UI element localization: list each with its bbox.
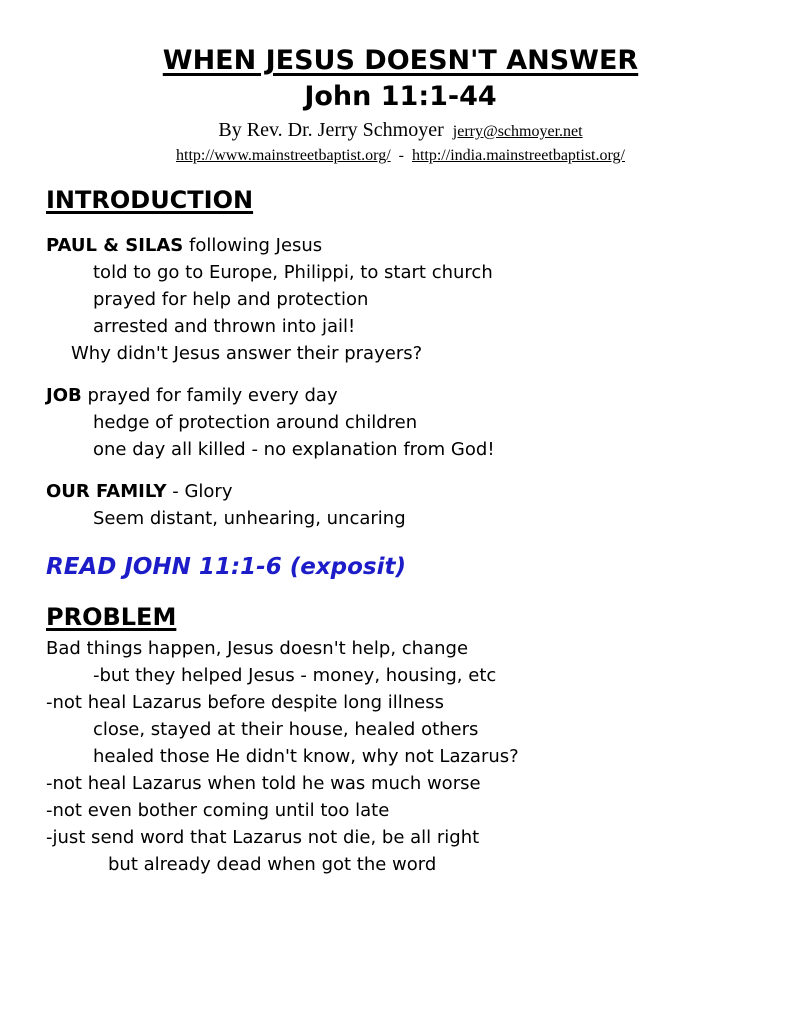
problem-line: -not even bother coming until too late xyxy=(46,800,390,821)
paul-silas-detail-line: prayed for help and protection xyxy=(93,289,369,310)
problem-section xyxy=(46,602,755,878)
our-family-keyword: OUR FAMILY xyxy=(46,481,167,502)
job-paragraph xyxy=(46,382,755,463)
problem-line: close, stayed at their house, healed others xyxy=(93,719,479,740)
introduction-section xyxy=(46,185,755,582)
paul-silas-lead-line xyxy=(46,232,755,259)
job-detail-line: hedge of protection around children xyxy=(93,412,418,433)
author-name: By Rev. Dr. Jerry Schmoyer xyxy=(218,119,444,141)
document-header xyxy=(46,44,755,166)
india-site-link[interactable]: http://india.mainstreetbaptist.org/ xyxy=(411,147,625,164)
job-detail-line: one day all killed - no explanation from God! xyxy=(93,439,495,460)
job-keyword: JOB xyxy=(46,385,82,406)
problem-line: -just send word that Lazarus not die, be all right xyxy=(46,827,480,848)
paul-silas-lead-text: following Jesus xyxy=(183,235,323,256)
document-title xyxy=(46,44,755,78)
problem-line: -not heal Lazarus when told he was much worse xyxy=(46,773,481,794)
job-lead-line xyxy=(46,382,755,409)
url-separator: - xyxy=(398,147,404,164)
introduction-heading xyxy=(46,185,755,215)
problem-line: Bad things happen, Jesus doesn't help, change xyxy=(46,638,469,659)
site-links xyxy=(46,145,755,166)
problem-line: healed those He didn't know, why not Lazarus? xyxy=(93,746,519,767)
our-family-paragraph xyxy=(46,478,755,532)
paul-silas-detail-line: arrested and thrown into jail! xyxy=(93,316,356,337)
problem-line: -but they helped Jesus - money, housing, etc xyxy=(93,665,497,686)
primary-site-link[interactable]: http://www.mainstreetbaptist.org/ xyxy=(176,147,391,164)
paul-silas-keyword: PAUL & SILAS xyxy=(46,235,184,256)
read-reference: READ JOHN 11:1-6 (exposit) xyxy=(46,554,406,580)
byline xyxy=(46,118,755,144)
problem-heading-text: PROBLEM xyxy=(46,603,177,631)
introduction-heading-text: INTRODUCTION xyxy=(46,186,254,214)
problem-line: -not heal Lazarus before despite long illness xyxy=(46,692,444,713)
document-title-text: WHEN JESUS DOESN'T ANSWER xyxy=(162,45,639,76)
author-email-link[interactable]: jerry@schmoyer.net xyxy=(452,123,583,140)
problem-line: but already dead when got the word xyxy=(108,854,437,875)
document-subtitle: John 11:1-44 xyxy=(304,81,497,112)
paul-silas-paragraph xyxy=(46,232,755,367)
problem-heading xyxy=(46,602,755,632)
job-lead-text: prayed for family every day xyxy=(81,385,338,406)
our-family-lead-text: - Glory xyxy=(166,481,233,502)
paul-silas-question-line: Why didn't Jesus answer their prayers? xyxy=(71,343,423,364)
our-family-detail-line: Seem distant, unhearing, uncaring xyxy=(93,508,406,529)
our-family-lead-line xyxy=(46,478,755,505)
paul-silas-detail-line: told to go to Europe, Philippi, to start church xyxy=(93,262,493,283)
